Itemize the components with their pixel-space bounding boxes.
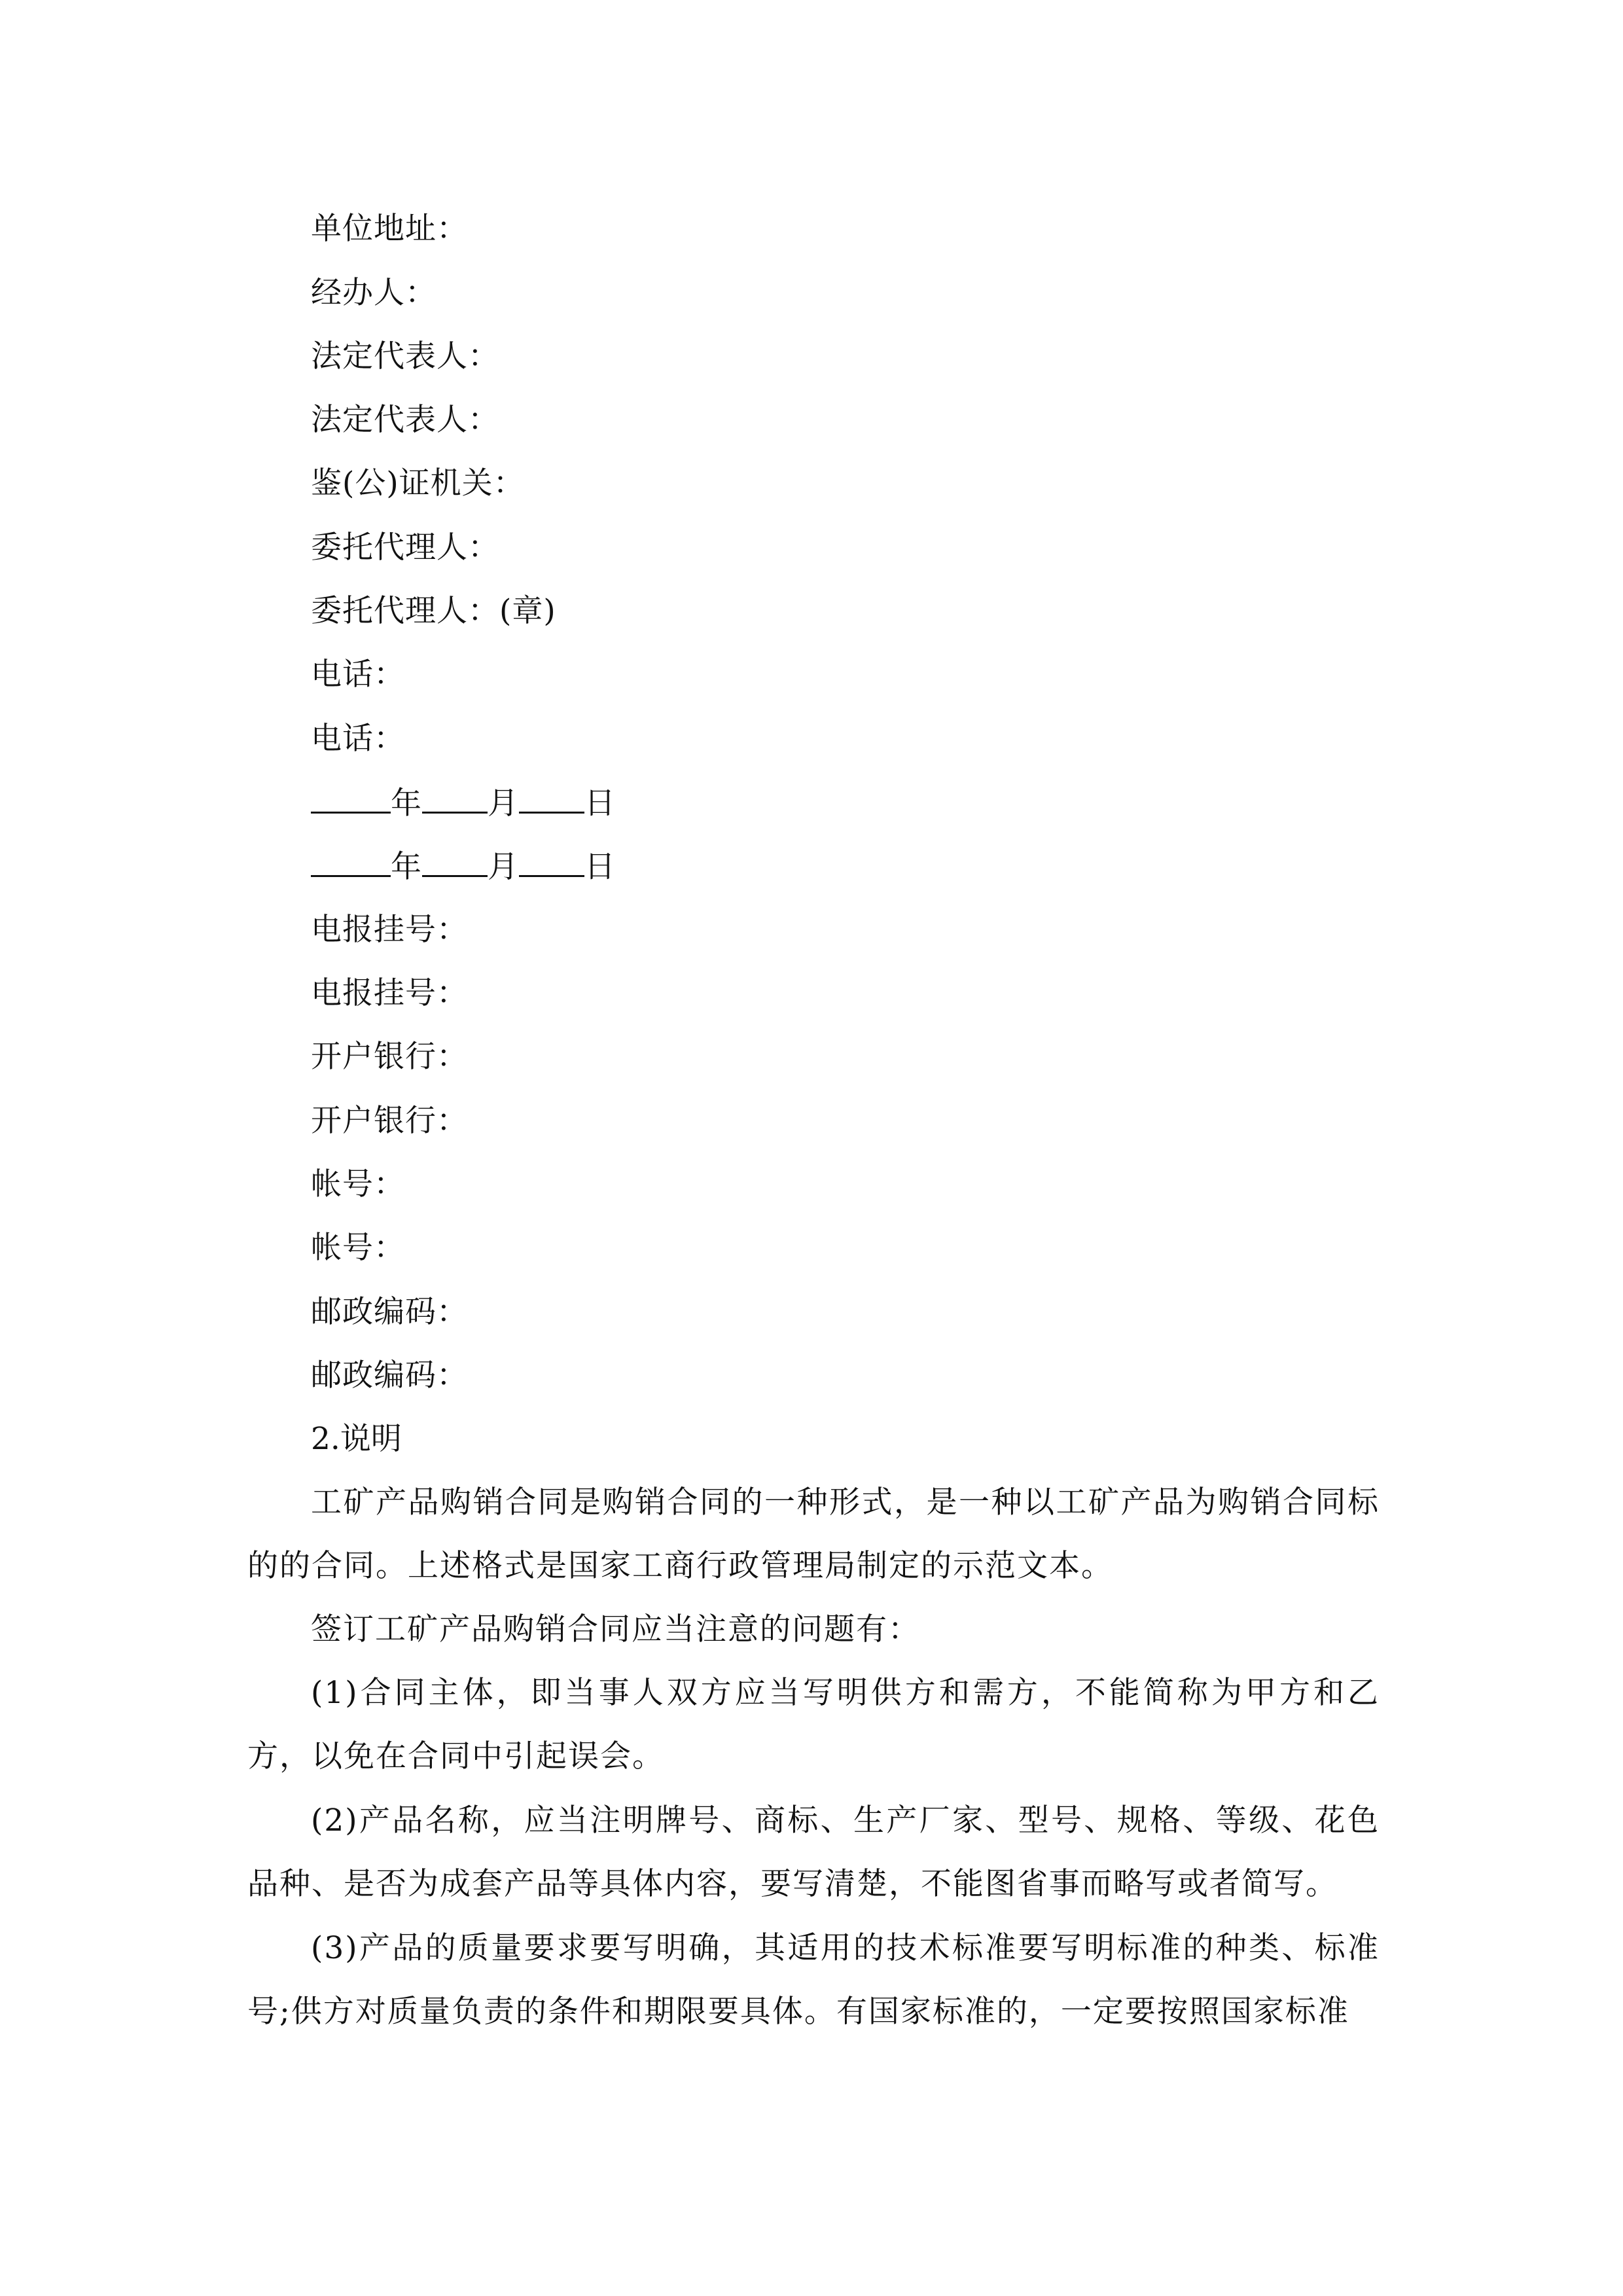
field-unit-address: 单位地址：: [311, 211, 468, 247]
field-notary-authority: 鉴(公)证机关：: [311, 465, 525, 501]
month-blank: [422, 783, 488, 814]
paragraph-item-2: (2)产品名称，应当注明牌号、商标、生产厂家、型号、规格、等级、花色品种、是否为成套产品等具体内容，要写清楚，不能图省事而略写或者简写。: [247, 1803, 1380, 1902]
section-heading: 2.说明: [311, 1421, 402, 1457]
field-telegram-1: 电报挂号：: [311, 912, 468, 948]
date-line-2: [311, 846, 616, 887]
field-legal-rep-2: 法定代表人：: [311, 402, 499, 438]
field-account-2: 帐号：: [311, 1230, 405, 1266]
field-agent-2-seal: 委托代理人：(章): [311, 593, 556, 629]
field-phone-1: 电话：: [311, 656, 405, 692]
field-phone-2: 电话：: [311, 721, 405, 757]
field-postcode-2: 邮政编码：: [311, 1357, 468, 1393]
month-label: 月: [488, 785, 519, 821]
field-handler: 经办人：: [311, 275, 437, 311]
year-blank: [311, 846, 391, 877]
month-blank: [422, 846, 488, 877]
field-bank-2: 开户银行：: [311, 1103, 468, 1139]
paragraph-intro: 工矿产品购销合同是购销合同的一种形式，是一种以工矿产品为购销合同标的的合同。上述格式是国家工商行政管理局制定的示范文本。: [247, 1484, 1380, 1584]
field-agent-1: 委托代理人：: [311, 529, 499, 565]
paragraph-notice: 签订工矿产品购销合同应当注意的问题有：: [311, 1611, 920, 1647]
day-blank: [519, 783, 584, 814]
year-label: 年: [391, 785, 422, 821]
paragraph-item-3: (3)产品的质量要求要写明确，其适用的技术标准要写明标准的种类、标准号;供方对质量负责的条件和期限要具体。有国家标准的，一定要按照国家标准: [247, 1930, 1380, 2030]
day-label: 日: [584, 849, 616, 885]
year-label: 年: [391, 849, 422, 885]
date-line-1: [311, 783, 616, 823]
field-legal-rep-1: 法定代表人：: [311, 338, 499, 374]
field-telegram-2: 电报挂号：: [311, 975, 468, 1011]
field-postcode-1: 邮政编码：: [311, 1294, 468, 1330]
day-label: 日: [584, 785, 616, 821]
day-blank: [519, 846, 584, 877]
paragraph-item-1: (1)合同主体，即当事人双方应当写明供方和需方，不能简称为甲方和乙方，以免在合同中引起误会。: [247, 1675, 1380, 1774]
year-blank: [311, 783, 391, 814]
field-account-1: 帐号：: [311, 1166, 405, 1202]
field-bank-1: 开户银行：: [311, 1039, 468, 1075]
month-label: 月: [488, 849, 519, 885]
